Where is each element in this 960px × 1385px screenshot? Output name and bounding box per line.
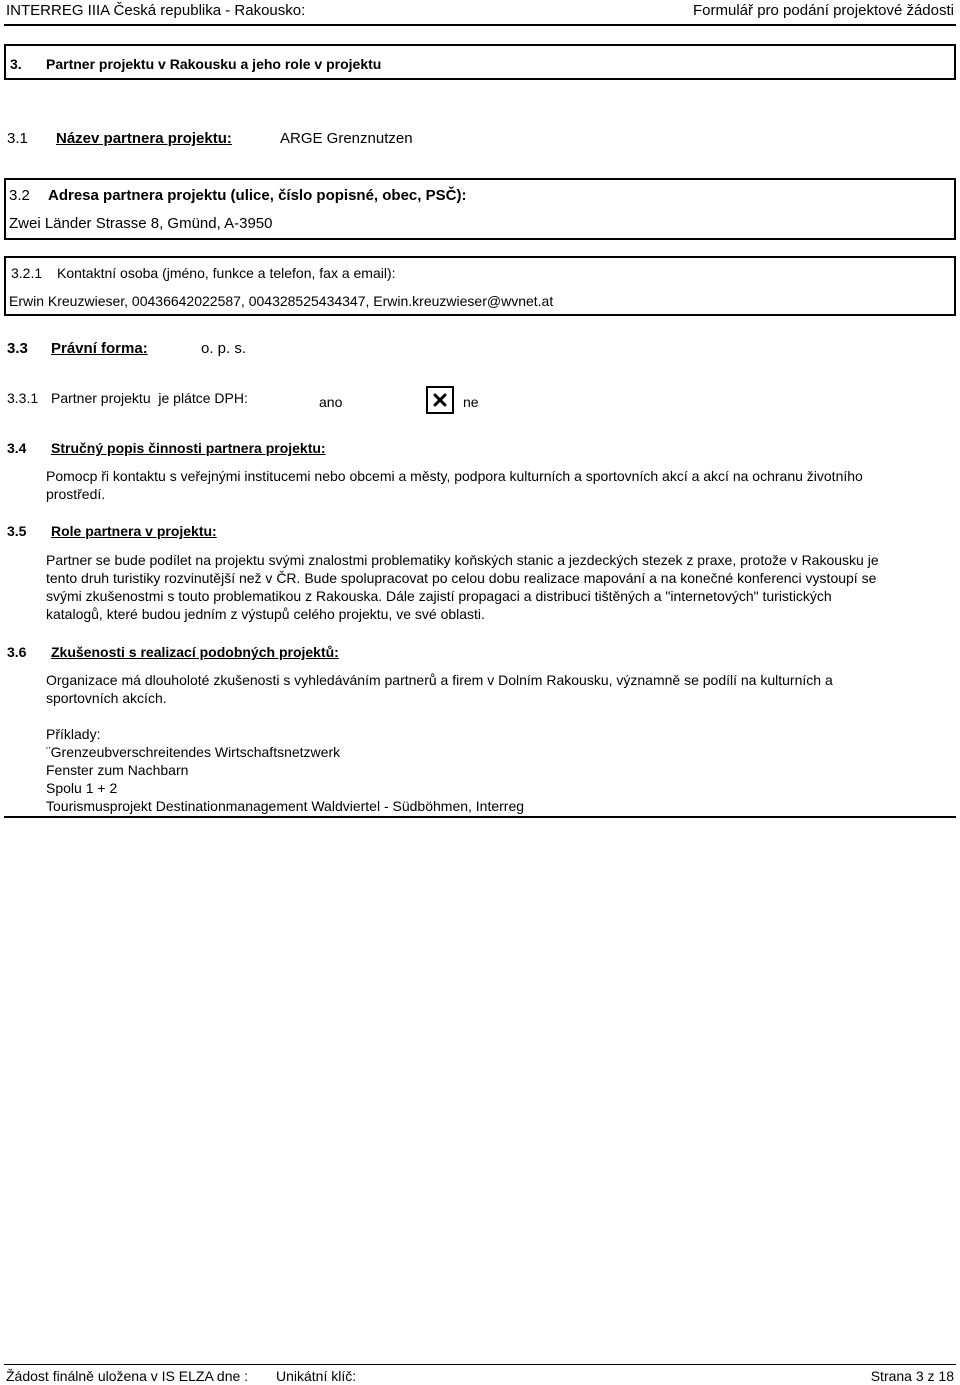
s36-line: Tourismusprojekt Destinationmanagement Waldviertel - Südböhmen, Interreg <box>46 798 525 814</box>
footer-rule <box>4 1364 956 1365</box>
s321-box <box>4 256 956 316</box>
vat-no-checkbox[interactable] <box>426 386 454 414</box>
s34-line: Pomocp ři kontaktu s veřejnými institucemi nebo obcemi a městy, podpora kulturních a sportovních akcí a akcí na ochranu životního <box>46 468 863 484</box>
s36-line: Příklady: <box>46 726 101 742</box>
vat-option-yes[interactable]: ano <box>319 394 343 410</box>
s321-value: Erwin Kreuzwieser, 00436642022587, 004328525434347, Erwin.kreuzwieser@wvnet.at <box>9 293 554 309</box>
header-right: Formulář pro podání projektové žádosti <box>693 2 954 19</box>
s36-text <box>46 671 946 815</box>
s31-value: ARGE Grenznutzen <box>280 130 413 147</box>
s33-value: o. p. s. <box>201 340 247 357</box>
s36-line: Spolu 1 + 2 <box>46 780 118 796</box>
s35-line: katalogů, které budou jedním z výstupů celého projektu, ve své oblasti. <box>46 606 485 622</box>
s36-line: ¨Grenzeubverschreitendes Wirtschaftsnetzwerk <box>46 744 341 760</box>
vat-option-no[interactable]: ne <box>463 394 479 410</box>
s31-num: 3.1 <box>7 130 28 147</box>
s32-num: 3.2 <box>9 187 30 204</box>
checkmark-x-icon <box>433 393 447 407</box>
s34-line: prostředí. <box>46 486 106 502</box>
s36-line: sportovních akcích. <box>46 690 167 706</box>
s34-num: 3.4 <box>7 440 27 456</box>
header-left: INTERREG IIIA Česká republika - Rakousko: <box>6 2 306 19</box>
s35-text <box>46 551 956 623</box>
s35-num: 3.5 <box>7 523 27 539</box>
s34-text <box>46 467 946 503</box>
s331-num: 3.3.1 <box>7 390 39 406</box>
s331-label: Partner projektu je plátce DPH: <box>51 390 248 406</box>
s31-label: Název partnera projektu: <box>56 130 232 147</box>
footer-saved-date-label: Žádost finálně uložena v IS ELZA dne : <box>6 1368 249 1384</box>
s32-box <box>4 178 956 240</box>
s36-label: Zkušenosti s realizací podobných projektů: <box>51 644 339 660</box>
s36-line: Fenster zum Nachbarn <box>46 762 189 778</box>
header-rule <box>4 24 956 26</box>
s321-num: 3.2.1 <box>11 265 43 281</box>
s32-label: Adresa partnera projektu (ulice, číslo popisné, obec, PSČ): <box>48 187 467 204</box>
section-3-title-box <box>4 44 956 80</box>
s34-label: Stručný popis činnosti partnera projektu: <box>51 440 326 456</box>
s36-line <box>46 707 946 725</box>
footer-page-number: Strana 3 z 18 <box>870 1368 954 1384</box>
s36-num: 3.6 <box>7 644 27 660</box>
s35-line: Partner se bude podílet na projektu svými znalostmi problematiky koňských stanic a jezdeckých stezek z praxe, protože v Rakousku je <box>46 552 879 568</box>
section-end-rule <box>4 816 956 818</box>
section-3-num: 3. <box>10 56 22 72</box>
s35-label: Role partnera v projektu: <box>51 523 217 539</box>
s32-value: Zwei Länder Strasse 8, Gmünd, A-3950 <box>9 215 273 232</box>
s33-num: 3.3 <box>7 340 28 357</box>
footer-unique-key-label: Unikátní klíč: <box>276 1368 357 1384</box>
s321-label: Kontaktní osoba (jméno, funkce a telefon, fax a email): <box>57 265 396 281</box>
s33-label: Právní forma: <box>51 340 148 357</box>
s35-line: tento druh turistiky rozvinutější než v ČR. Bude spolupracovat po celou dobu realizace mapování a na konečné konferenci vystoupí se <box>46 570 877 586</box>
section-3-title: Partner projektu v Rakousku a jeho role v projektu <box>46 56 382 72</box>
s35-line: svými zkušenostmi s touto problematikou z Rakouska. Dále zajistí propagaci a distribuci tištěných a "internetových" turistických <box>46 588 832 604</box>
s36-line: Organizace má dlouholoté zkušenosti s vyhledáváním partnerů a firem v Dolním Rakousku, významně se podílí na kulturních a <box>46 672 833 688</box>
